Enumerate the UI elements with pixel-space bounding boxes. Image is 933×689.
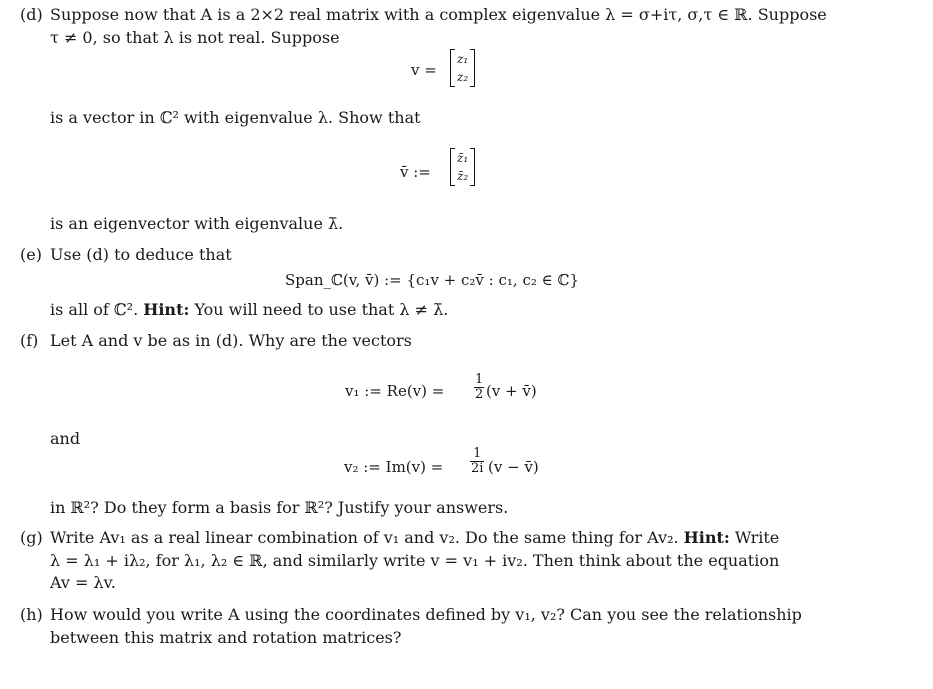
vector-vbar-entry-2: z̄₂ [457, 169, 469, 183]
part-g-label: (g) [20, 528, 43, 547]
part-e-line-2-post: You will need to use that λ ≠ λ̄. [189, 300, 449, 319]
part-e-line-2 [50, 300, 448, 320]
part-h-line-2: between this matrix and rotation matrices? [50, 628, 402, 647]
part-e-label: (e) [20, 245, 42, 264]
part-f-line-1: Let A and v be as in (d). Why are the vectors [50, 331, 412, 350]
part-d-label: (d) [20, 5, 43, 24]
part-e-hint-label: Hint: [143, 300, 190, 319]
v1-fraction-denominator: 2 [475, 387, 484, 402]
v1-fraction [474, 373, 484, 402]
vector-v-lhs: v = [411, 61, 437, 79]
v2-fraction-numerator: 1 [470, 447, 484, 462]
part-h-line-1: How would you write A using the coordinates defined by v₁, v₂? Can you see the relationship [50, 605, 802, 624]
part-h-label: (h) [20, 605, 43, 624]
part-f-and: and [50, 429, 81, 448]
v1-definition-lhs: v₁ := Re(v) = [345, 382, 445, 400]
v2-definition-lhs: v₂ := Im(v) = [344, 458, 444, 476]
v1-definition-rhs: (v + v̄) [486, 382, 537, 400]
part-f-line-2: in ℝ²? Do they form a basis for ℝ²? Justify your answers. [50, 498, 509, 517]
v2-definition-rhs: (v − v̄) [488, 458, 539, 476]
part-e-line-1: Use (d) to deduce that [50, 245, 232, 264]
part-g-line-3: Av = λv. [50, 573, 116, 592]
part-g-line-1-post: Write [729, 528, 780, 547]
v1-fraction-numerator: 1 [475, 372, 484, 387]
v2-fraction-denominator: 2i [471, 461, 484, 476]
part-d-line-4: is an eigenvector with eigenvalue λ̄. [50, 214, 344, 233]
part-g-line-2: λ = λ₁ + iλ₂, for λ₁, λ₂ ∈ ℝ, and similarly write v = v₁ + iv₂. Then think about the equation [50, 551, 780, 570]
part-d-line-3: is a vector in ℂ² with eigenvalue λ. Show that [50, 108, 421, 127]
part-e-line-2-pre: is all of ℂ². [50, 300, 144, 319]
v2-fraction [470, 447, 484, 476]
part-g-hint-label: Hint: [683, 528, 730, 547]
vector-v-matrix [450, 49, 475, 87]
vector-v-entry-2: z₂ [457, 70, 469, 84]
vector-v-entry-1: z₁ [457, 52, 469, 66]
part-g-line-1 [50, 528, 779, 548]
span-equation: Span_ℂ(v, v̄) := {c₁v + c₂v̄ : c₁, c₂ ∈ ℂ} [285, 271, 579, 289]
vector-vbar-lhs: v̄ := [400, 163, 431, 181]
vector-vbar-matrix [450, 148, 475, 186]
part-g-line-1-pre: Write Av₁ as a real linear combination of v₁ and v₂. Do the same thing for Av₂. [50, 528, 684, 547]
part-d-line-1: Suppose now that A is a 2×2 real matrix with a complex eigenvalue λ = σ+iτ, σ,τ ∈ ℝ. Suppose [50, 5, 827, 24]
part-d-line-2: τ ≠ 0, so that λ is not real. Suppose [50, 28, 340, 47]
part-f-label: (f) [20, 331, 39, 350]
vector-vbar-entry-1: z̄₁ [457, 151, 469, 165]
